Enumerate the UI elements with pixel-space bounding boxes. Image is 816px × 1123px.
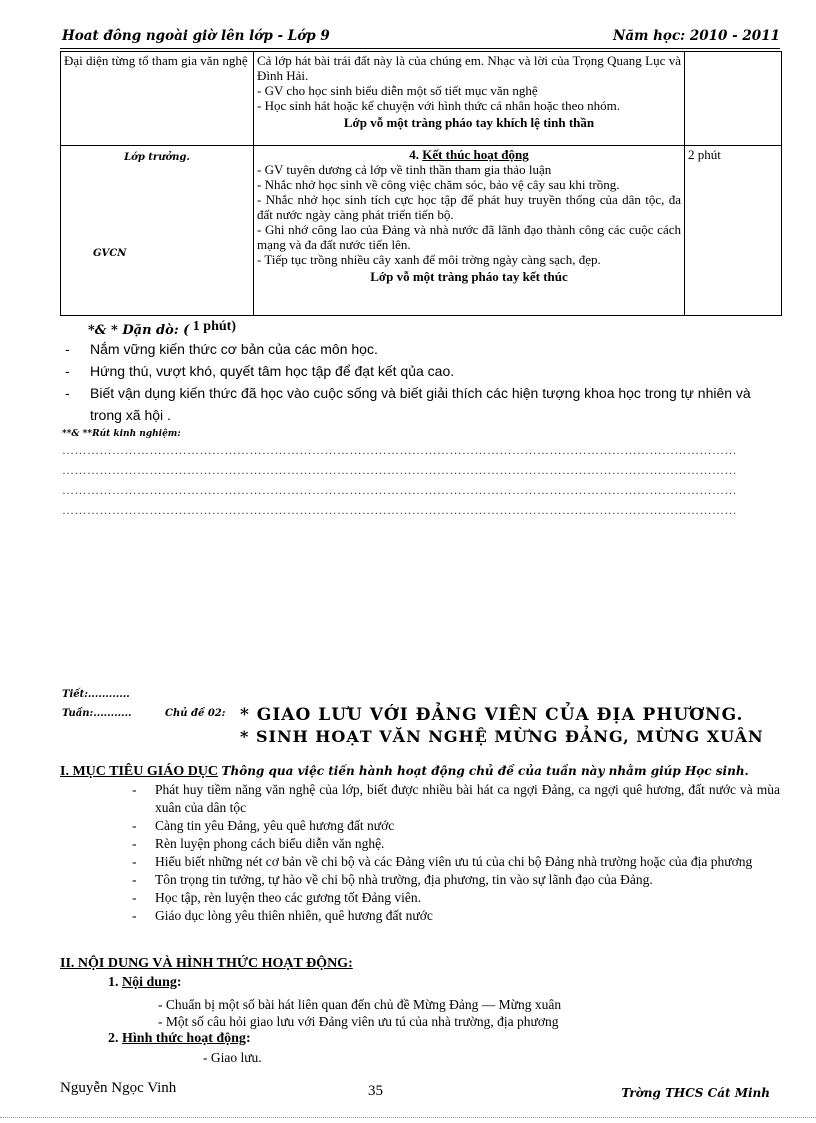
table-row bbox=[61, 146, 782, 316]
list-item: - Càng tin yêu Đảng, yêu quê hương đất nước bbox=[130, 817, 780, 835]
list-item: - Học tập, rèn luyện theo các gương tốt Đảng viên. bbox=[130, 889, 780, 907]
section2-heading: II. NỘI DUNG VÀ HÌNH THỨC HOẠT ĐỘNG: bbox=[60, 956, 353, 971]
dotted-line: ……………………………………………………………………………………………………………………………………………… bbox=[62, 483, 737, 497]
list-item: - Tôn trọng tin tưởng, tự hào về chi bộ nhà trường, địa phương, tin vào sự lãnh đạo của Đảng. bbox=[130, 871, 780, 889]
sub1-item: - Chuẩn bị một số bài hát liên quan đến chủ đề Mừng Đảng — Mừng xuân bbox=[158, 997, 562, 1012]
topic-title-2: * SINH HOẠT VĂN NGHỆ MỪNG ĐẢNG, MỪNG XUÂN bbox=[240, 727, 764, 746]
dotted-line: ……………………………………………………………………………………………………………………………………………… bbox=[62, 463, 737, 477]
section1-heading: I. MỤC TIÊU GIÁO DỤC Thông qua việc tiến hành hoạt động chủ đề của tuần này nhằm giúp Học sinh. bbox=[60, 764, 749, 779]
header-left: Hoat đông ngoài giờ lên lớp - Lớp 9 bbox=[62, 28, 330, 44]
footer-rule bbox=[0, 1117, 816, 1118]
footer-school: Trờng THCS Cát Minh bbox=[621, 1086, 770, 1100]
row1-col1: Đại diện từng tổ tham gia văn nghệ bbox=[61, 52, 254, 146]
footer-author: Nguyễn Ngọc Vinh bbox=[60, 1080, 177, 1096]
header-right: Năm học: 2010 - 2011 bbox=[613, 28, 780, 44]
lesson-table bbox=[60, 51, 782, 316]
list-item: - Biết vận dụng kiến thức đã học vào cuộc sống và biết giải thích các hiện tượng khoa học trong tự nhiên và trong xã hội . bbox=[60, 382, 782, 426]
tiet-label: Tiết:............ bbox=[62, 689, 130, 700]
list-item: - Phát huy tiềm năng văn nghệ của lớp, biết được nhiều bài hát ca ngợi Đảng, ca ngợi quê hương, đất nước và mùa xuân của dân tộc bbox=[130, 781, 780, 817]
row2-col1: Lớp trưởng. GVCN bbox=[61, 146, 254, 316]
dan-do-list bbox=[60, 338, 782, 426]
topic-title-1: * GIAO LƯU VỚI ĐẢNG VIÊN CỦA ĐỊA PHƯƠNG. bbox=[240, 705, 744, 725]
dan-do-heading: *& * Dặn dò: ( 1 phút) bbox=[88, 319, 236, 338]
tuan-label: Tuần:........... bbox=[62, 708, 132, 719]
row2-col3: 2 phút bbox=[685, 146, 782, 316]
goals-list bbox=[130, 781, 780, 925]
page-number: 35 bbox=[368, 1083, 383, 1099]
list-item: - Hiểu biết những nét cơ bản về chi bộ và các Đảng viên ưu tú của chi bộ Đảng nhà trường hoặc của địa phương bbox=[130, 853, 780, 871]
chu-de-label: Chủ đề 02: bbox=[165, 708, 226, 719]
row1-col2: Cả lớp hát bài trái đất này là của chúng em. Nhạc và lời của Trọng Quang Lục và Đình Hải. - GV cho học sinh biểu diễn một số tiết mục văn nghệ - Học sinh hát hoặc kể chuyện với hình thức cá nhân hoặc theo nhóm. Lớp vỗ một tràng pháo tay khích lệ tinh thần bbox=[254, 52, 685, 146]
header-rule bbox=[60, 48, 780, 49]
table-row bbox=[61, 52, 782, 146]
dotted-line: ……………………………………………………………………………………………………………………………………………… bbox=[62, 503, 737, 517]
rut-kinh-nghiem: **& **Rút kinh nghiệm: bbox=[62, 429, 181, 439]
row1-col3 bbox=[685, 52, 782, 146]
list-item: - Hứng thú, vượt khó, quyết tâm học tập để đạt kết qủa cao. bbox=[60, 360, 782, 382]
row2-col2: 4. Kết thúc hoạt động - GV tuyên dương cả lớp về tinh thần tham gia thảo luận - Nhắc nhở học sinh về công việc chăm sóc, bảo vệ cây sau khi trồng. - Nhắc nhở học sinh tích cực học tập để phát huy truyền thống của dân tộc, đa đất nước ngày càng phát triển tiến bộ. - Ghi nhớ công lao của Đảng và nhà nước đã lãnh đạo thành công các cuộc cách mạng và đa đất nước tiến lên. - Tiếp tục trồng nhiều cây xanh để môi trờng ngày càng sạch, đẹp. Lớp vỗ một tràng pháo tay kết thúc bbox=[254, 146, 685, 316]
sub2-heading: 2. Hình thức hoạt động: bbox=[108, 1031, 251, 1046]
dotted-line: ……………………………………………………………………………………………………………………………………………… bbox=[62, 443, 737, 457]
list-item: - Nắm vững kiến thức cơ bản của các môn học. bbox=[60, 338, 782, 360]
list-item: - Giáo dục lòng yêu thiên nhiên, quê hương đất nước bbox=[130, 907, 780, 925]
sub1-item: - Một số câu hỏi giao lưu với Đảng viên ưu tú của nhà trường, địa phương bbox=[158, 1014, 559, 1029]
list-item: - Rèn luyện phong cách biểu diễn văn nghệ. bbox=[130, 835, 780, 853]
sub1-heading: 1. Nội dung: bbox=[108, 975, 182, 990]
sub2-item: - Giao lưu. bbox=[203, 1050, 262, 1065]
